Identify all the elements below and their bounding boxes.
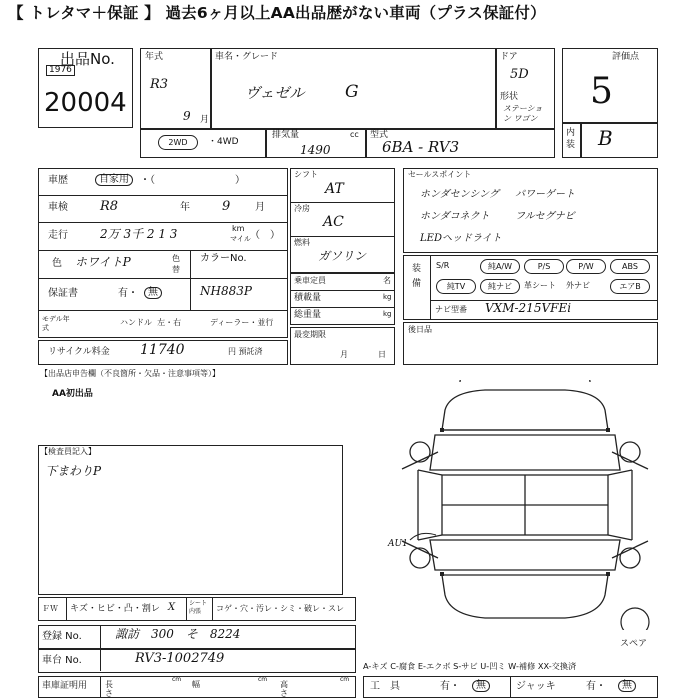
nav-label: ナビ型番: [435, 305, 467, 314]
equipment-item: ABS: [610, 259, 650, 274]
after-install-box: [403, 322, 658, 365]
inspection-label: 車検: [48, 202, 68, 213]
type-value: 6BA - RV3: [382, 138, 460, 156]
seats-label: 乗車定員: [294, 276, 326, 285]
nav-value: VXM-215VFEi: [485, 301, 572, 315]
drive-2wd: 2WD: [158, 135, 198, 150]
shift-label: シフト: [294, 170, 318, 179]
cert-column-label: cm: [172, 676, 182, 683]
month-unit: 月: [200, 115, 210, 125]
color-code-value: NH883P: [200, 284, 252, 298]
fuel-label: 燃料: [294, 238, 310, 247]
color-change-label: 色替: [172, 254, 180, 274]
cert-label: 車庫証明用: [42, 681, 88, 691]
equipment-item: P/S: [524, 259, 564, 274]
jack-yes: 有・: [586, 681, 606, 692]
header-box: [140, 48, 555, 158]
tools-yes: 有・: [440, 681, 460, 692]
year-label: 年式: [145, 52, 164, 62]
cc-unit: cc: [350, 130, 359, 139]
warranty-label: 保証書: [48, 288, 78, 299]
seats-unit: 名: [383, 276, 391, 285]
color-label: 色: [52, 258, 62, 269]
inspection-value: R8: [100, 199, 119, 214]
type-label: 型式: [370, 130, 389, 140]
equipment-item: 純TV: [436, 279, 476, 294]
inspection-month: 9: [222, 199, 231, 214]
chassis-value: RV3-1002749: [135, 651, 225, 666]
equipment-item: 外ナビ: [566, 281, 590, 290]
doors-label: ドア: [500, 52, 518, 62]
interior-label: 内装: [566, 128, 576, 150]
load-label: 積載量: [294, 293, 322, 303]
cert-column-label: 長さ: [105, 680, 113, 698]
tools-label: 工 具: [370, 681, 400, 692]
ac-value: AC: [323, 214, 344, 230]
history-label: 車歴: [48, 175, 68, 186]
mileage-unit-km: km: [232, 224, 245, 233]
weight-unit: kg: [383, 310, 392, 318]
recycle-value: 11740: [140, 342, 185, 358]
score-value: 5: [590, 71, 613, 112]
sheet-items: コゲ・穴・汚レ・シミ・破レ・スレ: [216, 604, 344, 613]
inspector-label: 【検査員記入】: [40, 447, 96, 456]
cert-column-label: 幅: [192, 680, 200, 689]
details-box: [38, 168, 288, 338]
color-code-label: カラーNo.: [200, 253, 247, 264]
notes-label: 【出品店申告欄（不良箇所・欠品・注意事項等）】: [40, 369, 220, 378]
chassis-label: 車台 No.: [42, 655, 82, 666]
dealer-label: ディーラー・並行: [210, 318, 274, 327]
sales-line2a: ホンダコネクト: [420, 211, 490, 222]
mileage-unit-mile: マイル: [230, 235, 251, 243]
drive-4wd: ・4WD: [208, 137, 239, 147]
handle-label: ハンドル 左・右: [120, 318, 182, 327]
displacement-label: 排気量: [272, 130, 300, 140]
inspection-year-unit: 年: [180, 202, 190, 213]
sales-line1b: パワーゲート: [515, 189, 575, 200]
fw-label: ＦＷ: [42, 604, 58, 613]
grade-value: G: [345, 82, 359, 102]
model-label: 車名・グレード: [215, 52, 279, 62]
fuel-value: ガソリン: [318, 249, 367, 263]
jack-label: ジャッキ: [516, 681, 556, 692]
shift-value: AT: [325, 181, 344, 197]
mileage-label: 走行: [48, 230, 68, 241]
mileage-value: 2万 3千 2 1 3: [100, 227, 178, 241]
color-value: ホワイトP: [75, 255, 131, 269]
tools-no: 無: [472, 680, 490, 692]
weight-label: 総重量: [294, 310, 322, 320]
fw-x-mark: X: [168, 602, 176, 613]
jack-no: 無: [618, 680, 636, 692]
inspector-value: 下まわりP: [45, 464, 102, 478]
load-unit: kg: [383, 293, 392, 301]
cert-column-label: cm: [258, 676, 268, 683]
month-value: 9: [183, 109, 191, 123]
cert-column-label: cm: [340, 676, 350, 683]
warranty-yes: 有・: [118, 288, 138, 299]
equipment-item: 純ナビ: [480, 279, 520, 294]
recycle-label: リサイクル料金: [48, 347, 110, 357]
history-value: 自家用: [95, 174, 133, 186]
equipment-item: 純A/W: [480, 259, 520, 274]
model-year-label: モデル年式: [42, 315, 70, 332]
car-diagram: [380, 380, 670, 630]
sales-line2b: フルセグナビ: [515, 211, 575, 222]
warranty-no: 無: [144, 287, 162, 299]
recycle-unit: 円 預託済: [228, 347, 263, 356]
banner-title: 【 トレタマ＋保証 】 過去6ヶ月以上AA出品歴がない車両（プラス保証付）: [8, 4, 546, 22]
ac-label: 冷房: [294, 204, 310, 213]
year-value: R3: [150, 77, 169, 92]
spare-label: スペア: [620, 639, 648, 649]
interior-value: B: [598, 126, 613, 150]
lot-year-box: 1976: [46, 65, 75, 76]
damage-mark: AU1: [388, 539, 408, 549]
model-value: ヴェゼル: [245, 84, 305, 102]
reg-value: 諏訪 300 そ 8224: [115, 627, 241, 641]
cert-column-label: 高さ: [280, 680, 288, 698]
score-label: 評価点: [612, 52, 640, 62]
displacement-value: 1490: [300, 143, 331, 157]
mileage-paren: （ ）: [250, 230, 280, 241]
lot-number: 20004: [44, 88, 127, 118]
fw-items: キズ・ヒビ・凸・割レ: [70, 604, 160, 614]
body-label: 形状: [500, 92, 519, 102]
equipment-item: エアB: [610, 279, 650, 294]
equipment-label: 装備: [412, 264, 422, 289]
equipment-item: P/W: [566, 259, 606, 274]
inspection-month-unit: 月: [255, 202, 265, 213]
reg-label: 登録 No.: [42, 631, 82, 642]
after-install-label: 後日品: [408, 325, 432, 334]
sheet-label: シート内張: [189, 600, 208, 615]
aa-first: AA初出品: [52, 389, 93, 399]
damage-legend: A-キズ C-腐食 E-エクボ S-サビ U-凹ミ W-補修 XX-交換済: [363, 661, 577, 671]
history-dots: ・（ ）: [140, 175, 245, 186]
sales-line1a: ホンダセンシング: [420, 189, 499, 200]
equipment-item: 革シート: [524, 281, 556, 290]
sales-points-label: セールスポイント: [408, 170, 472, 179]
equipment-item: S/R: [436, 261, 450, 270]
doors-value: 5D: [510, 67, 529, 82]
lot-label: 出品No.: [60, 50, 115, 68]
sales-line3: LEDヘッドライト: [420, 233, 502, 244]
body-value: ステーション ワゴン: [503, 104, 543, 123]
change-unit: 月日: [340, 350, 416, 359]
change-label: 最変期限: [294, 330, 326, 339]
